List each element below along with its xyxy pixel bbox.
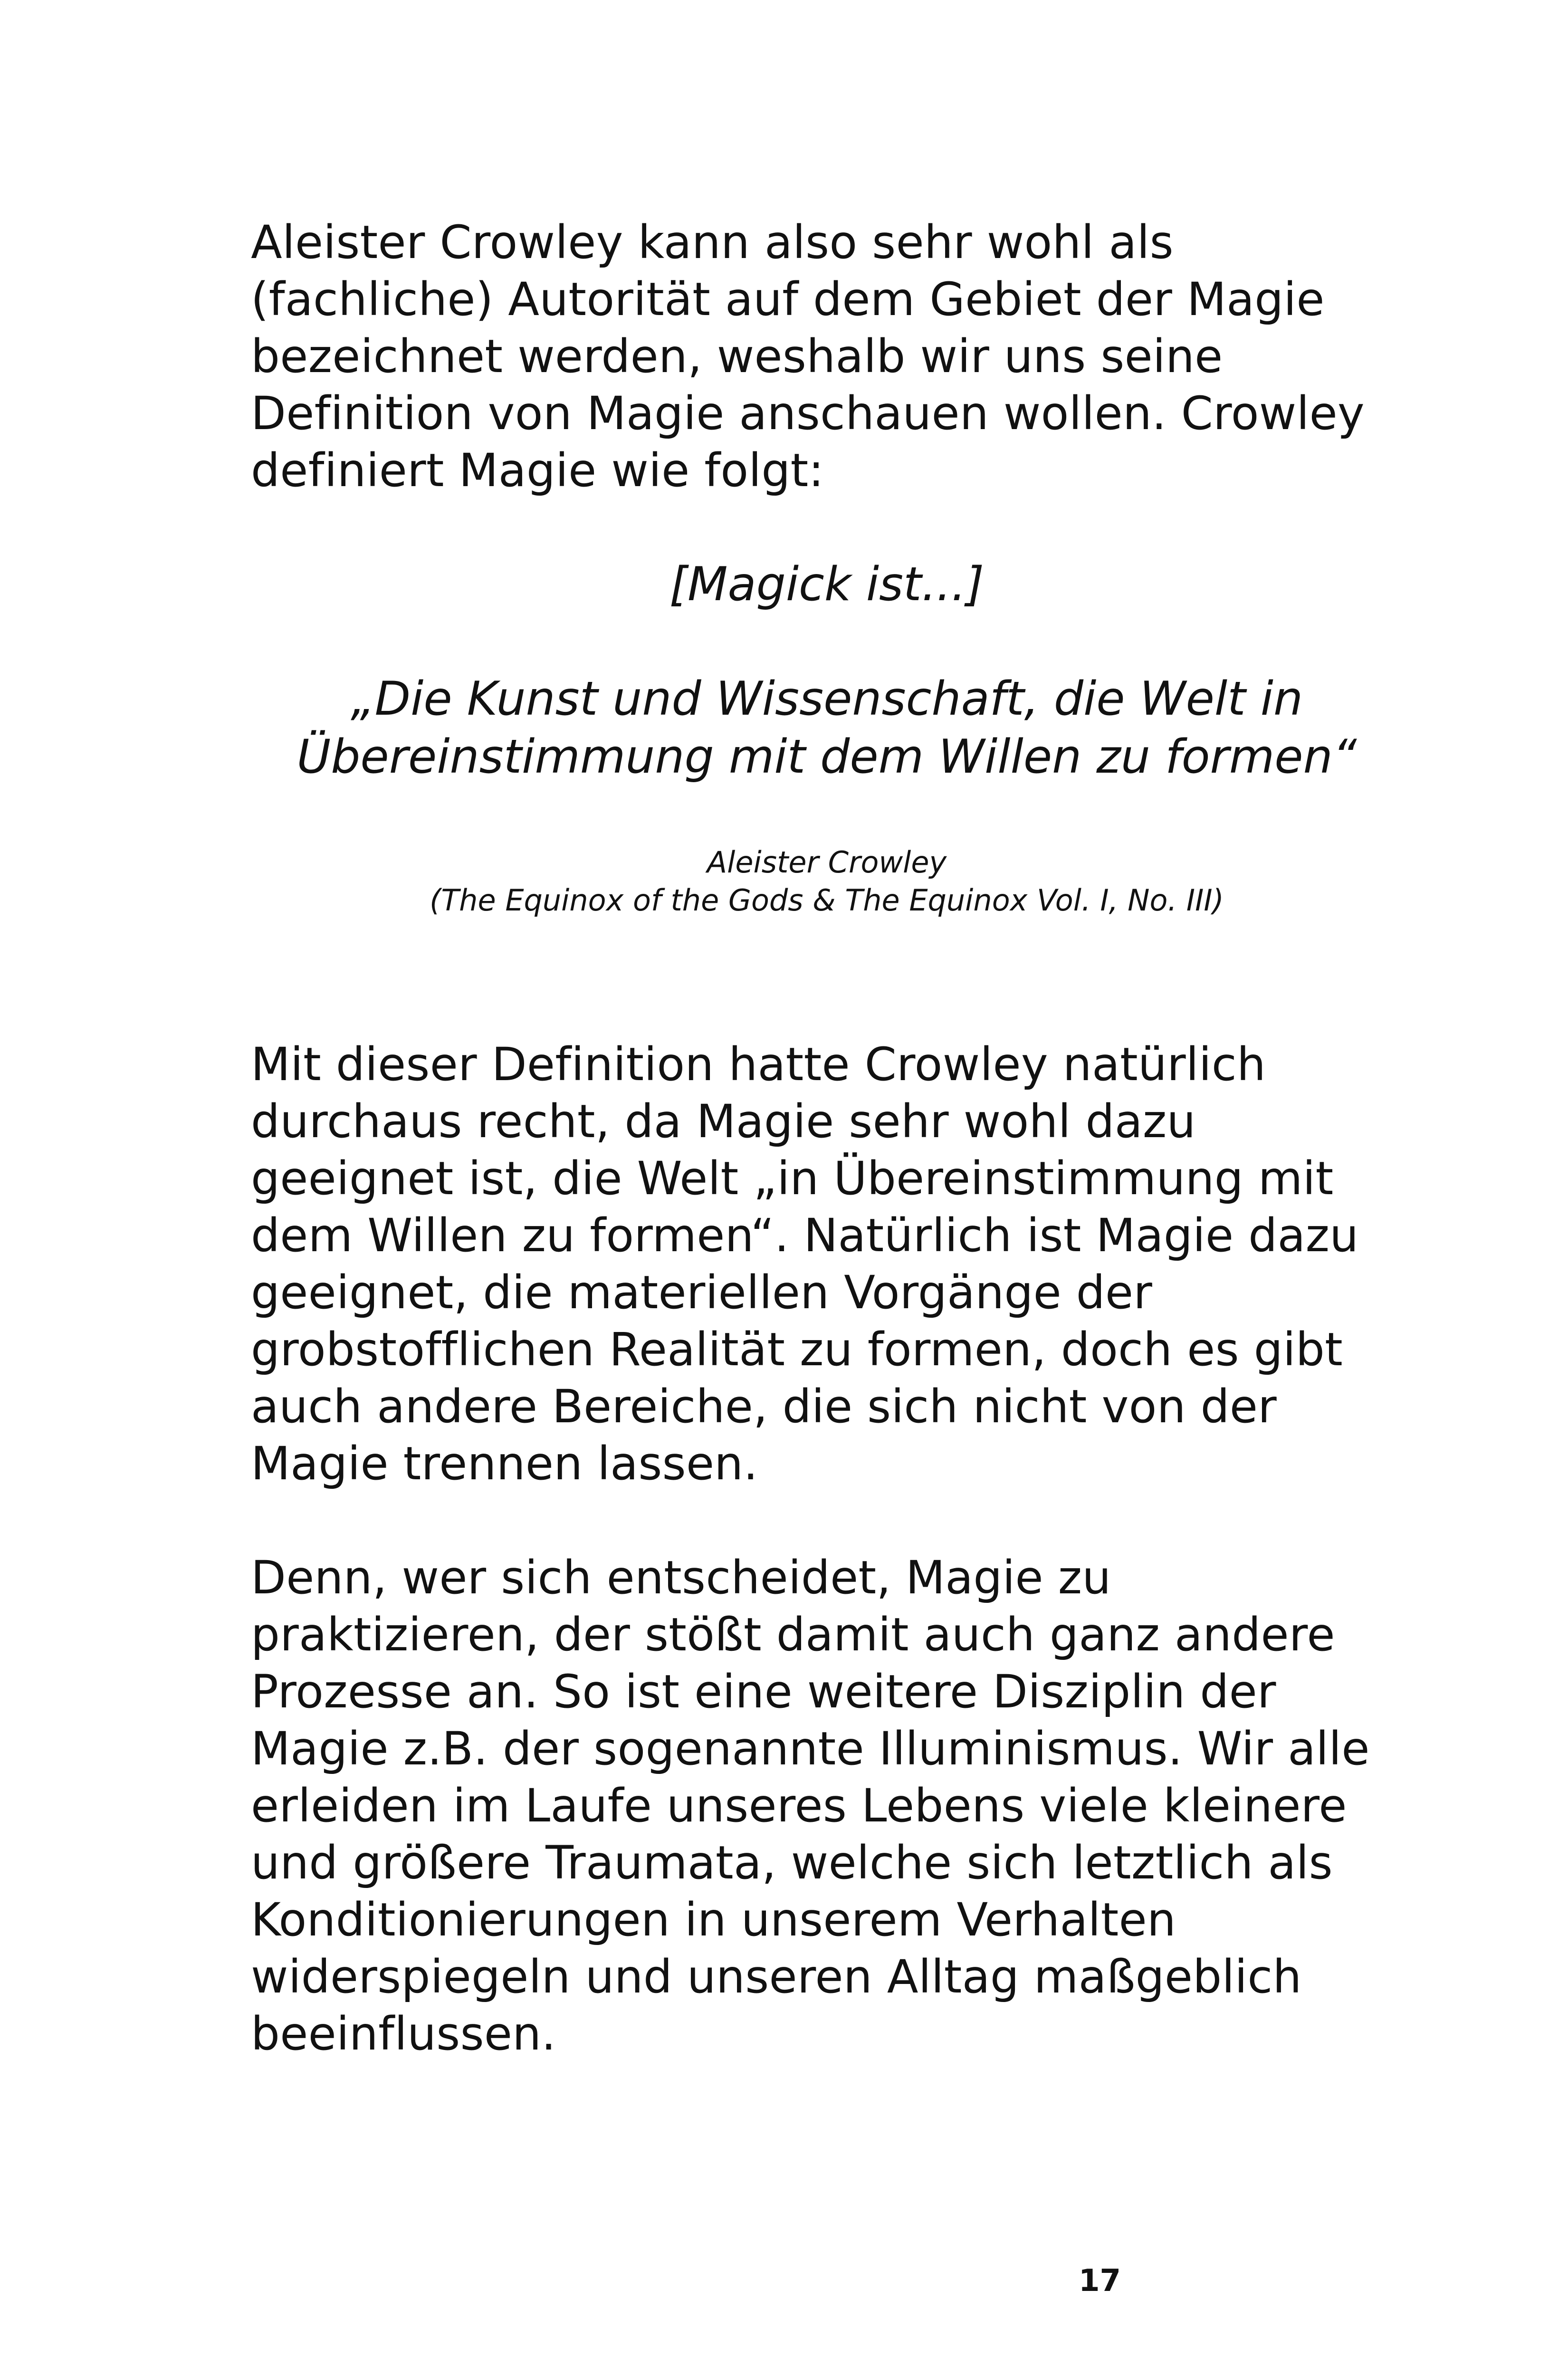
paragraph-line: Prozesse an. So ist eine weitere Disziplin der: [251, 1665, 1276, 1718]
paragraph-illuminismus: [251, 1549, 1448, 2062]
paragraph-line: (fachliche) Autorität auf dem Gebiet der Magie: [251, 273, 1325, 326]
paragraph-line: praktizieren, der stößt damit auch ganz andere: [251, 1608, 1335, 1661]
paragraph-line: widerspiegeln und unseren Alltag maßgeblich: [251, 1950, 1302, 2003]
attribution-author: Aleister Crowley: [707, 845, 947, 880]
paragraph-line: und größere Traumata, welche sich letztlich als: [251, 1836, 1333, 1889]
quote-line: „Die Kunst und Wissenschaft, die Welt in: [350, 672, 1303, 726]
paragraph-line: Magie trennen lassen.: [251, 1437, 758, 1490]
paragraph-line: Definition von Magie anschauen wollen. Crowley: [251, 387, 1365, 440]
magick-definition-quote: [43, 670, 1568, 786]
paragraph-line: dem Willen zu formen“. Natürlich ist Magie dazu: [251, 1209, 1359, 1262]
paragraph-line: definiert Magie wie folgt:: [251, 444, 824, 497]
paragraph-line: Magie z.B. der sogenannte Illuminismus. Wir alle: [251, 1722, 1370, 1775]
paragraph-crowley-authority: [251, 214, 1448, 499]
paragraph-line: Aleister Crowley kann also sehr wohl als: [251, 216, 1174, 269]
quote-intro: [Magick ist...]: [669, 557, 985, 612]
page-number: 17: [1079, 2263, 1121, 2299]
attribution-source: (The Equinox of the Gods & The Equinox Vol. I, No. III): [430, 883, 1224, 918]
quote-line: Übereinstimmung mit dem Willen zu formen“: [296, 730, 1357, 784]
paragraph-line: Konditionierungen in unserem Verhalten: [251, 1893, 1176, 1946]
paragraph-line: grobstofflichen Realität zu formen, doch es gibt: [251, 1323, 1343, 1376]
paragraph-line: Denn, wer sich entscheidet, Magie zu: [251, 1551, 1111, 1604]
quote-attribution: [43, 843, 1568, 920]
paragraph-line: erleiden im Laufe unseres Lebens viele kleinere: [251, 1779, 1347, 1832]
paragraph-definition-discussion: [251, 1036, 1448, 1492]
paragraph-line: auch andere Bereiche, die sich nicht von der: [251, 1380, 1277, 1433]
paragraph-line: geeignet, die materiellen Vorgänge der: [251, 1266, 1153, 1319]
paragraph-line: Mit dieser Definition hatte Crowley natürlich: [251, 1038, 1266, 1091]
paragraph-line: beeinflussen.: [251, 2007, 556, 2060]
paragraph-line: geeignet ist, die Welt „in Übereinstimmung mit: [251, 1152, 1334, 1205]
paragraph-line: durchaus recht, da Magie sehr wohl dazu: [251, 1095, 1196, 1148]
paragraph-line: bezeichnet werden, weshalb wir uns seine: [251, 330, 1223, 383]
